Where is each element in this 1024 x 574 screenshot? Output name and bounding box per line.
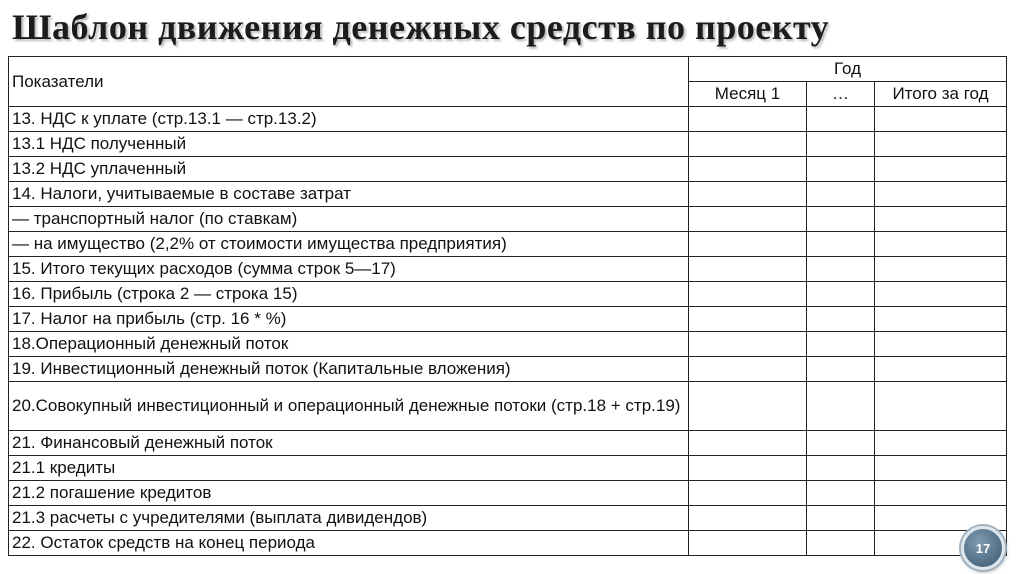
total-cell [875,132,1007,157]
ellipsis-cell [807,307,875,332]
cash-flow-table [8,56,1007,556]
table-row [9,107,1007,132]
row-label: 21. Финансовый денежный поток [9,431,689,456]
row-label: 16. Прибыль (строка 2 — строка 15) [9,282,689,307]
month-1-cell [689,481,807,506]
row-label: 13.1 НДС полученный [9,132,689,157]
header-year: Год [689,57,1007,82]
total-cell [875,307,1007,332]
table-row [9,207,1007,232]
ellipsis-cell [807,481,875,506]
total-cell [875,107,1007,132]
month-1-cell [689,232,807,257]
table-row [9,506,1007,531]
row-label: 18.Операционный денежный поток [9,332,689,357]
ellipsis-cell [807,531,875,556]
row-label: — транспортный налог (по ставкам) [9,207,689,232]
total-cell [875,382,1007,431]
ellipsis-cell [807,157,875,182]
ellipsis-cell [807,382,875,431]
row-label: 21.2 погашение кредитов [9,481,689,506]
page-title: Шаблон движения денежных средств по проекту [12,7,830,47]
table-row [9,431,1007,456]
table-row [9,332,1007,357]
month-1-cell [689,382,807,431]
page-number-badge: 17 [961,526,1005,570]
month-1-cell [689,107,807,132]
total-cell [875,257,1007,282]
month-1-cell [689,182,807,207]
table-row [9,132,1007,157]
table-row [9,282,1007,307]
row-label: 13.2 НДС уплаченный [9,157,689,182]
header-row [9,57,1007,82]
row-label: 21.1 кредиты [9,456,689,481]
header-total: Итого за год [875,82,1007,107]
header-month-1: Месяц 1 [689,82,807,107]
ellipsis-cell [807,456,875,481]
month-1-cell [689,157,807,182]
row-label: 21.3 расчеты с учредителями (выплата дивидендов) [9,506,689,531]
total-cell [875,157,1007,182]
table-row [9,257,1007,282]
ellipsis-cell [807,232,875,257]
ellipsis-cell [807,107,875,132]
table-row [9,456,1007,481]
row-label: 17. Налог на прибыль (стр. 16 * %) [9,307,689,332]
month-1-cell [689,282,807,307]
table-row [9,357,1007,382]
row-label: 20.Совокупный инвестиционный и операционный денежные потоки (стр.18 + стр.19) [9,382,689,431]
ellipsis-cell [807,207,875,232]
month-1-cell [689,132,807,157]
month-1-cell [689,431,807,456]
table-row [9,157,1007,182]
row-label: 13. НДС к уплате (стр.13.1 — стр.13.2) [9,107,689,132]
month-1-cell [689,307,807,332]
total-cell [875,481,1007,506]
ellipsis-cell [807,332,875,357]
total-cell [875,431,1007,456]
total-cell [875,232,1007,257]
row-label: 19. Инвестиционный денежный поток (Капитальные вложения) [9,357,689,382]
table-row [9,481,1007,506]
total-cell [875,456,1007,481]
ellipsis-cell [807,182,875,207]
total-cell [875,332,1007,357]
total-cell [875,182,1007,207]
row-label: 22. Остаток средств на конец периода [9,531,689,556]
month-1-cell [689,506,807,531]
table-row [9,531,1007,556]
month-1-cell [689,332,807,357]
row-label: — на имущество (2,2% от стоимости имущества предприятия) [9,232,689,257]
table-row [9,182,1007,207]
row-label: 14. Налоги, учитываемые в составе затрат [9,182,689,207]
row-label: 15. Итого текущих расходов (сумма строк 5—17) [9,257,689,282]
total-cell [875,357,1007,382]
ellipsis-cell [807,506,875,531]
month-1-cell [689,357,807,382]
header-indicators: Показатели [9,57,689,107]
table-row [9,232,1007,257]
header-ellipsis: … [807,82,875,107]
ellipsis-cell [807,431,875,456]
ellipsis-cell [807,257,875,282]
table-row [9,382,1007,431]
table-row [9,307,1007,332]
month-1-cell [689,531,807,556]
ellipsis-cell [807,357,875,382]
total-cell [875,282,1007,307]
month-1-cell [689,207,807,232]
total-cell [875,207,1007,232]
ellipsis-cell [807,282,875,307]
month-1-cell [689,456,807,481]
ellipsis-cell [807,132,875,157]
month-1-cell [689,257,807,282]
